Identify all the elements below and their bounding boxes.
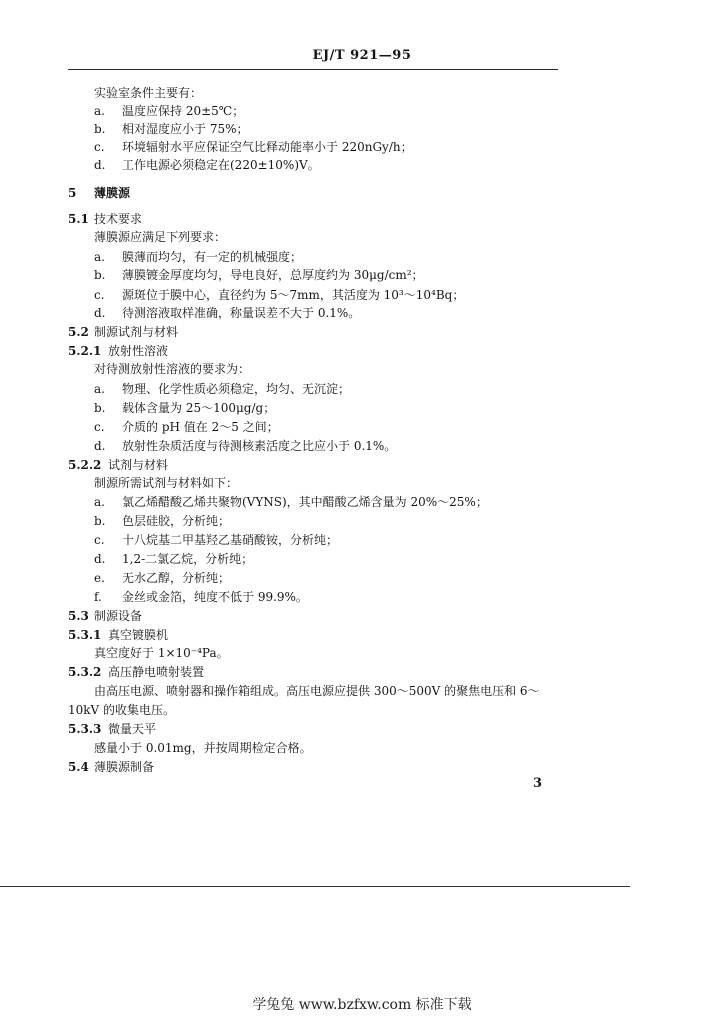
standard-code-header: EJ/T 921—95: [312, 48, 412, 63]
paragraph: 真空度好于 1×10⁻⁴Pa。: [94, 646, 229, 660]
list-text: 源斑位于膜中心，直径约为 5～7mm，其活度为 10³～10⁴Bq；: [122, 288, 465, 302]
section-number: 5.2: [68, 325, 89, 339]
list-label: a.: [94, 382, 105, 396]
list-text: 薄膜镀金厚度均匀，导电良好，总厚度约为 30μg/cm²；: [122, 268, 424, 282]
list-label: e.: [94, 571, 105, 585]
list-text: 膜薄而均匀，有一定的机械强度；: [122, 250, 303, 264]
list-text: 氯乙烯醋酸乙烯共聚物(VYNS)，其中醋酸乙烯含量为 20%～25%；: [122, 495, 488, 509]
list-label: a.: [94, 495, 105, 509]
paragraph: 由高压电源、喷射器和操作箱组成。高压电源应提供 300～500V 的聚焦电压和 6～: [94, 684, 540, 698]
paragraph: 制源所需试剂与材料如下：: [94, 476, 239, 490]
list-item: [94, 288, 464, 302]
section-number: 5.2.1: [68, 344, 102, 358]
list-item: [94, 306, 360, 320]
section-title: 放射性溶液: [108, 344, 169, 358]
list-label: c.: [94, 140, 105, 154]
list-item: [94, 104, 244, 118]
section-number: 5: [68, 186, 77, 200]
list-text: 待测溶液取样准确，称量误差不大于 0.1%。: [122, 306, 361, 320]
list-text: 温度应保持 20±5℃；: [122, 104, 245, 118]
list-item: [94, 158, 320, 172]
subsection-heading: [68, 665, 204, 679]
list-text: 放射性杂质活度与待测核素活度之比应小于 0.1%。: [122, 439, 397, 453]
section-title: 技术要求: [94, 212, 143, 226]
subsection-heading: [68, 212, 142, 226]
section-title: 高压静电喷射装置: [108, 665, 205, 679]
list-label: c.: [94, 420, 105, 434]
list-label: b.: [94, 401, 106, 415]
list-text: 金丝或金箔，纯度不低于 99.9%。: [122, 590, 308, 604]
list-label: c.: [94, 288, 105, 302]
list-item: [94, 382, 350, 396]
download-footer: 学兔兔 www.bzfxw.com 标准下载: [252, 997, 472, 1013]
section-title: 真空镀膜机: [108, 628, 169, 642]
paragraph-continuation: 10kV 的收集电压。: [68, 703, 176, 717]
subsection-heading: [68, 628, 168, 642]
list-item: [94, 401, 275, 415]
list-label: f.: [94, 590, 102, 604]
list-text: 工作电源必须稳定在(220±10%)V。: [122, 158, 320, 172]
section-number: 5.3.3: [68, 722, 102, 736]
list-item: [94, 420, 279, 434]
section-number: 5.3: [68, 609, 89, 623]
paragraph: 薄膜源应满足下列要求：: [94, 230, 227, 244]
list-label: b.: [94, 514, 106, 528]
list-item: [94, 495, 488, 509]
list-item: [94, 533, 338, 547]
subsection-heading: [68, 344, 168, 358]
page-number: 3: [533, 776, 543, 791]
list-label: d.: [94, 306, 106, 320]
section-number: 5.1: [68, 212, 89, 226]
list-text: 1,2-二氯乙烷，分析纯；: [122, 552, 254, 566]
list-label: d.: [94, 439, 106, 453]
section-title: 试剂与材料: [108, 458, 169, 472]
subsection-heading: [68, 760, 154, 774]
list-label: a.: [94, 250, 105, 264]
bottom-rule: [0, 886, 630, 887]
list-label: b.: [94, 268, 106, 282]
section-number: 5.4: [68, 760, 89, 774]
section-title: 薄膜源: [94, 186, 131, 200]
list-text: 相对湿度应小于 75%；: [122, 122, 249, 136]
section-number: 5.2.2: [68, 458, 102, 472]
subsection-heading: [68, 458, 168, 472]
list-text: 无水乙醇，分析纯；: [122, 571, 231, 585]
list-label: a.: [94, 104, 105, 118]
list-item: [94, 552, 253, 566]
subsection-heading: [68, 722, 156, 736]
list-item: [94, 514, 230, 528]
list-item: [94, 571, 230, 585]
list-text: 介质的 pH 值在 2～5 之间；: [122, 420, 279, 434]
header-rule: [68, 69, 558, 70]
list-label: b.: [94, 122, 106, 136]
section-heading: [68, 186, 130, 200]
list-item: [94, 122, 249, 136]
list-text: 载体含量为 25～100μg/g；: [122, 401, 276, 415]
list-item: [94, 590, 308, 604]
subsection-heading: [68, 325, 178, 339]
paragraph-lab-conditions: 实验室条件主要有：: [94, 86, 203, 100]
list-item: [94, 250, 302, 264]
section-title: 微量天平: [108, 722, 157, 736]
list-text: 色层硅胶，分析纯；: [122, 514, 231, 528]
list-item: [94, 268, 424, 282]
list-text: 十八烷基二甲基羟乙基硝酸铵，分析纯；: [122, 533, 339, 547]
list-text: 环境辐射水平应保证空气比释动能率小于 220nGy/h；: [122, 140, 413, 154]
paragraph: 对待测放射性溶液的要求为：: [94, 362, 251, 376]
list-label: d.: [94, 158, 106, 172]
list-text: 物理、化学性质必须稳定，均匀、无沉淀；: [122, 382, 351, 396]
list-label: d.: [94, 552, 106, 566]
section-number: 5.3.2: [68, 665, 102, 679]
section-title: 薄膜源制备: [94, 760, 155, 774]
section-number: 5.3.1: [68, 628, 102, 642]
list-item: [94, 140, 413, 154]
section-title: 制源设备: [94, 609, 143, 623]
paragraph: 感量小于 0.01mg，并按周期检定合格。: [94, 741, 312, 755]
list-item: [94, 439, 396, 453]
section-title: 制源试剂与材料: [94, 325, 179, 339]
list-label: c.: [94, 533, 105, 547]
subsection-heading: [68, 609, 142, 623]
